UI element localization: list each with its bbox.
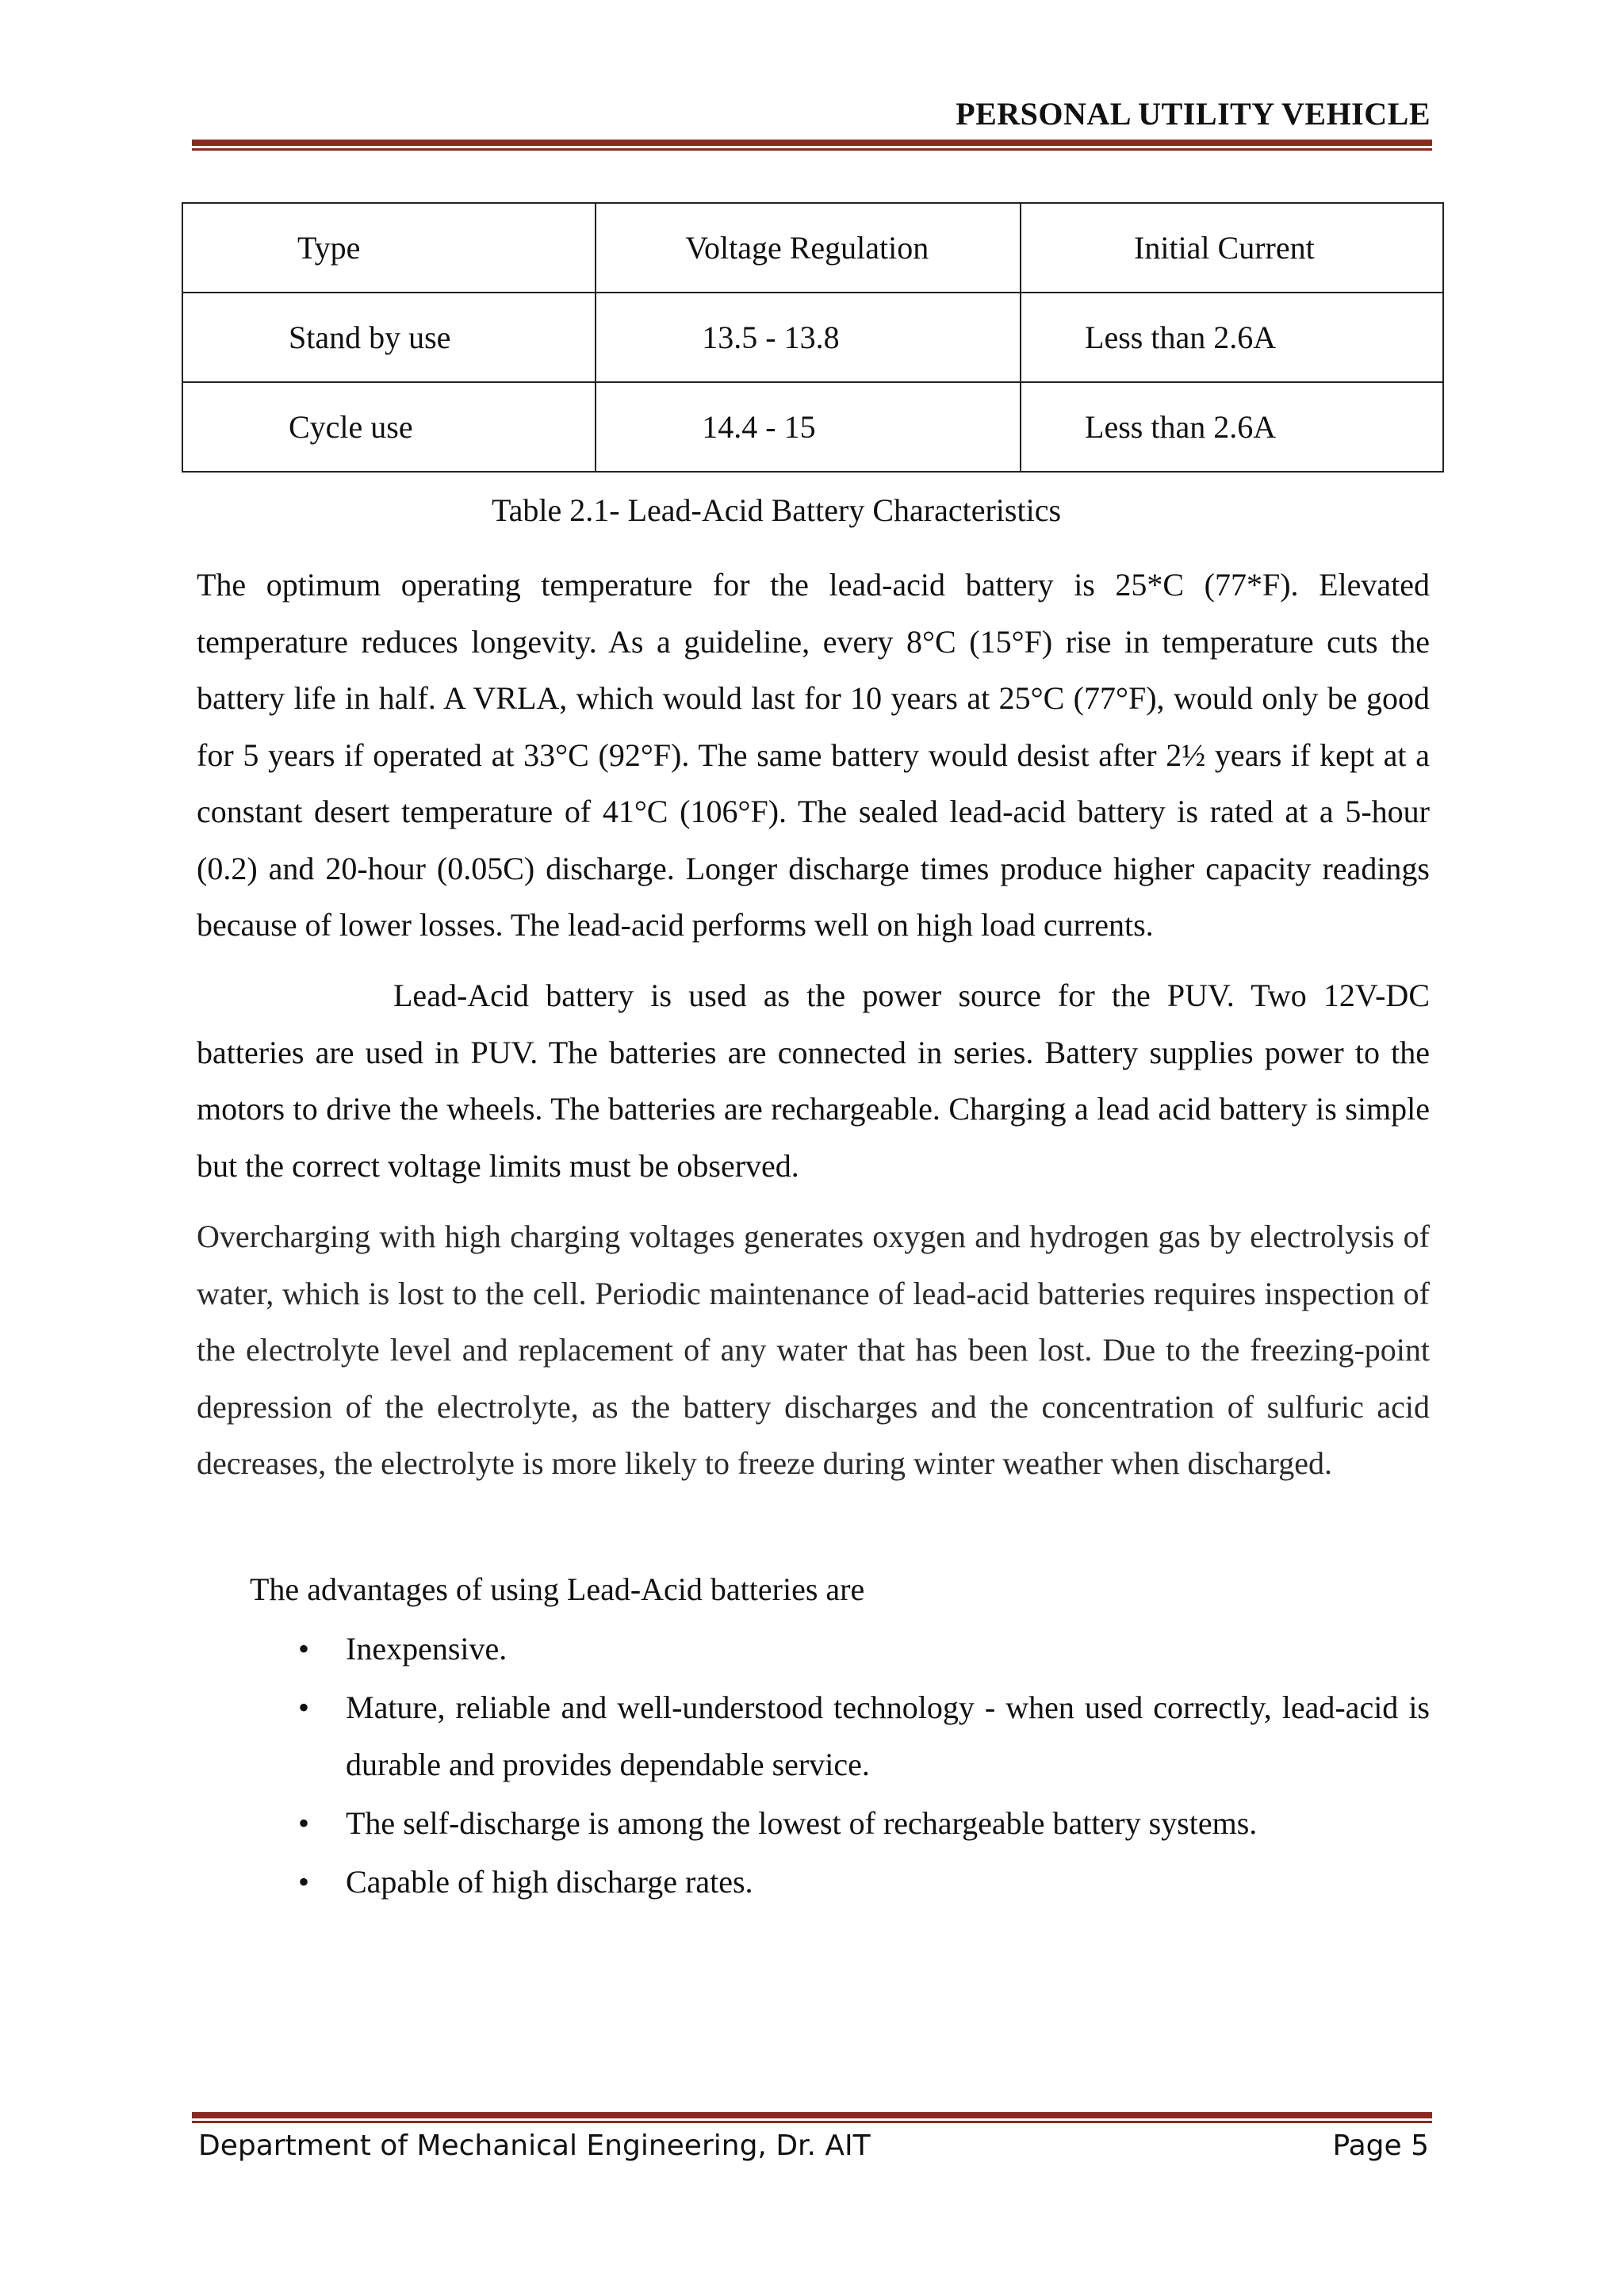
advantages-intro: The advantages of using Lead-Acid batteries are (250, 1571, 865, 1607)
table-row (182, 293, 1443, 382)
table-header-cell: Type (182, 203, 596, 293)
bullet-icon: • (298, 1805, 310, 1841)
table-cell: Cycle use (182, 382, 596, 472)
running-header-title: PERSONAL UTILITY VEHICLE (956, 96, 1431, 132)
table-cell: Less than 2.6A (1021, 382, 1443, 472)
table-cell: 13.5 - 13.8 (596, 293, 1021, 382)
bullet-icon: • (298, 1864, 310, 1900)
list-item (197, 1679, 1430, 1793)
list-item (197, 1621, 1430, 1678)
footer-department: Department of Mechanical Engineering, Dr. AIT (198, 2130, 871, 2162)
advantages-list (197, 1621, 1430, 1912)
list-item-text: Mature, reliable and well-understood technology - when used correctly, lead-acid is durable and provides dependable service. (346, 1689, 1430, 1782)
table-header-cell: Voltage Regulation (596, 203, 1021, 293)
list-item (197, 1795, 1430, 1852)
battery-characteristics-table (182, 202, 1444, 473)
table-header-cell: Initial Current (1021, 203, 1443, 293)
list-item-text: Capable of high discharge rates. (346, 1864, 753, 1900)
list-item-text: The self-discharge is among the lowest of rechargeable battery systems. (346, 1805, 1258, 1841)
footer-page-number: Page 5 (1332, 2130, 1429, 2162)
header-divider (192, 140, 1432, 151)
bullet-icon: • (298, 1689, 310, 1725)
table-row (182, 382, 1443, 472)
table-header-row (182, 203, 1443, 293)
paragraph-power-source: Lead-Acid battery is used as the power source for the PUV. Two 12V-DC batteries are used in PUV. The batteries are connected in series. Battery supplies power to the motors to drive the wheels. The batteries are rechargeable. Charging a lead acid battery is simple but the correct voltage limits must be observed. (197, 978, 1430, 1184)
table-cell: 14.4 - 15 (596, 382, 1021, 472)
table-caption: Table 2.1- Lead-Acid Battery Characteristics (492, 492, 1062, 528)
paragraph-temperature: The optimum operating temperature for the lead-acid battery is 25*C (77*F). Elevated temperature reduces longevity. As a guideline, every 8°C (15°F) rise in temperature cuts the battery life in half. A VRLA, which would last for 10 years at 25°C (77°F), would only be good for 5 years if operated at 33°C (92°F). The same battery would desist after 2½ years if kept at a constant desert temperature of 41°C (106°F). The sealed lead-acid battery is rated at a 5-hour (0.2) and 20-hour (0.05C) discharge. Longer discharge times produce higher capacity readings because of lower losses. The lead-acid performs well on high load currents. (197, 567, 1430, 943)
paragraph-overcharging: Overcharging with high charging voltages generates oxygen and hydrogen gas by electrolysis of water, which is lost to the cell. Periodic maintenance of lead-acid batteries requires inspection of the electrolyte level and replacement of any water that has been lost. Due to the freezing-point depression of the electrolyte, as the battery discharges and the concentration of sulfuric acid decreases, the electrolyte is more likely to freeze during winter weather when discharged. (197, 1219, 1430, 1481)
table-cell: Stand by use (182, 293, 596, 382)
table-cell: Less than 2.6A (1021, 293, 1443, 382)
footer-divider (192, 2112, 1432, 2123)
bullet-icon: • (298, 1631, 310, 1667)
list-item-text: Inexpensive. (346, 1631, 508, 1667)
list-item (197, 1854, 1430, 1911)
